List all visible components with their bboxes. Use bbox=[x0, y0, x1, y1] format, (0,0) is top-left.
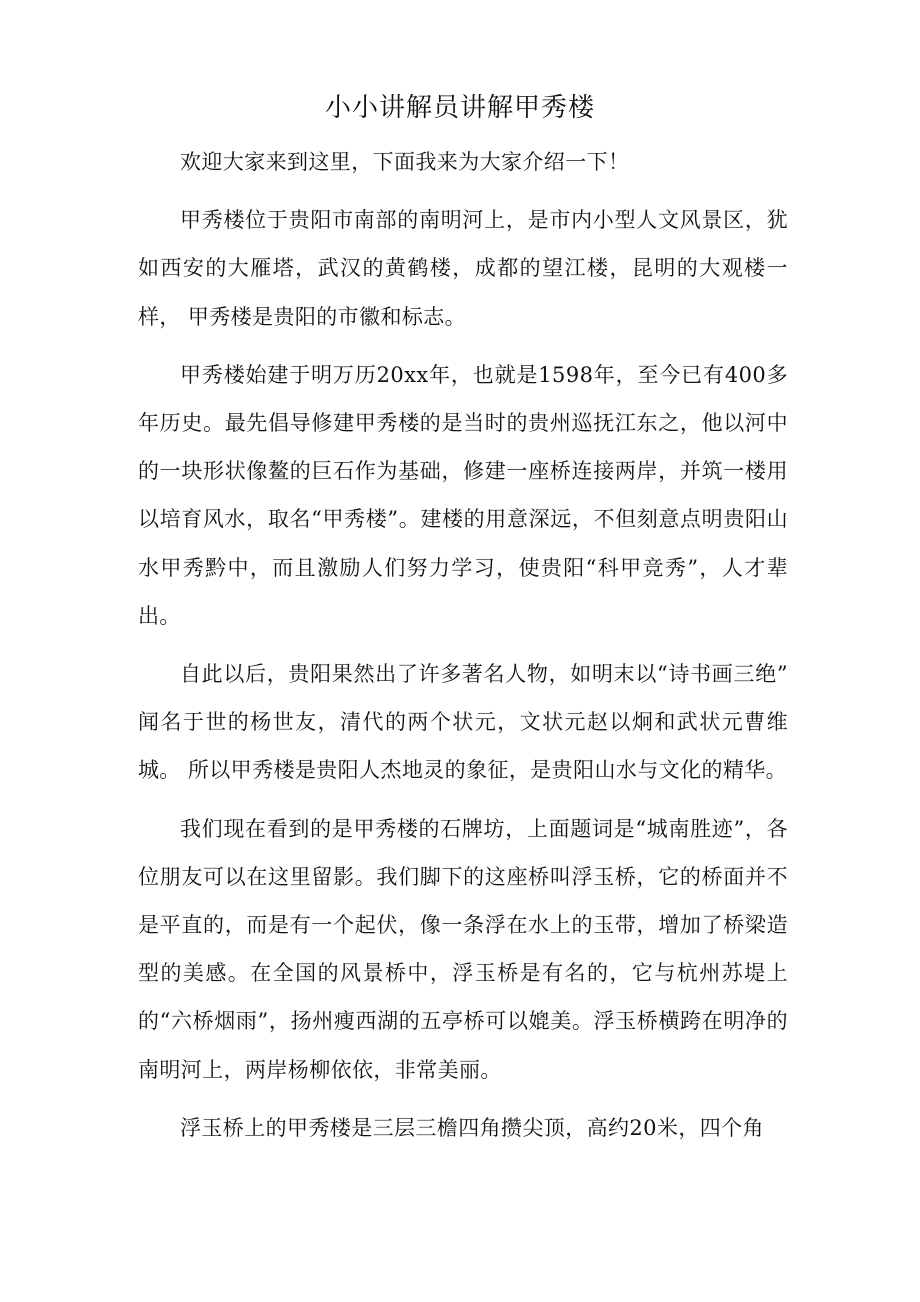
document-title: 小小讲解员讲解甲秀楼 bbox=[324, 93, 595, 123]
paragraph-bridge: 我们现在看到的是甲秀楼的石牌坊，上面题词是“城南胜迹”，各位朋友可以在这里留影。我们脚下的这座桥叫浮玉桥，它的桥面并不是平直的，而是有一个起伏，像一条浮在水上的玉带，增加了桥梁造型的美感。在全国的风景桥中，浮玉桥是有名的，它与杭州苏堤上的“六桥烟雨”，扬州瘦西湖的五亭桥可以媲美。浮玉桥横跨在明净的南明河上，两岸杨柳依依，非常美丽。 bbox=[138, 816, 788, 1082]
paragraph-tower: 浮玉桥上的甲秀楼是三层三檐四角攒尖顶，高约20米，四个角 bbox=[180, 1115, 764, 1140]
document-body bbox=[138, 138, 788, 1162]
paragraph-famous-people: 自此以后，贵阳果然出了许多著名人物，如明末以“诗书画三绝” 闻名于世的杨世友，清代的两个状元，文状元赵以炯和武状元曹维城。 所以甲秀楼是贵阳人杰地灵的象征，是贵阳山水与文化的精华。 bbox=[138, 662, 788, 783]
paragraph-history: 甲秀楼始建于明万历20xx年，也就是1598年，至今已有400多 年历史。最先倡导修建甲秀楼的是当时的贵州巡抚江东之，他以河中的一块形状像鳌的巨石作为基础，修建一座桥连接两岸，并筑一楼用以培育风水，取名“甲秀楼”。建楼的用意深远，不但刻意点明贵阳山水甲秀黔中，而且激励人们努力学习，使贵阳“科甲竞秀”，人才辈出。 bbox=[138, 362, 788, 628]
paragraph-location: 甲秀楼位于贵阳市南部的南明河上，是市内小型人文风景区，犹如西安的大雁塔，武汉的黄鹤楼，成都的望江楼，昆明的大观楼一样， 甲秀楼是贵阳的市徽和标志。 bbox=[138, 208, 788, 329]
paragraph-welcome: 欢迎大家来到这里，下面我来为大家介绍一下！ bbox=[180, 150, 630, 174]
